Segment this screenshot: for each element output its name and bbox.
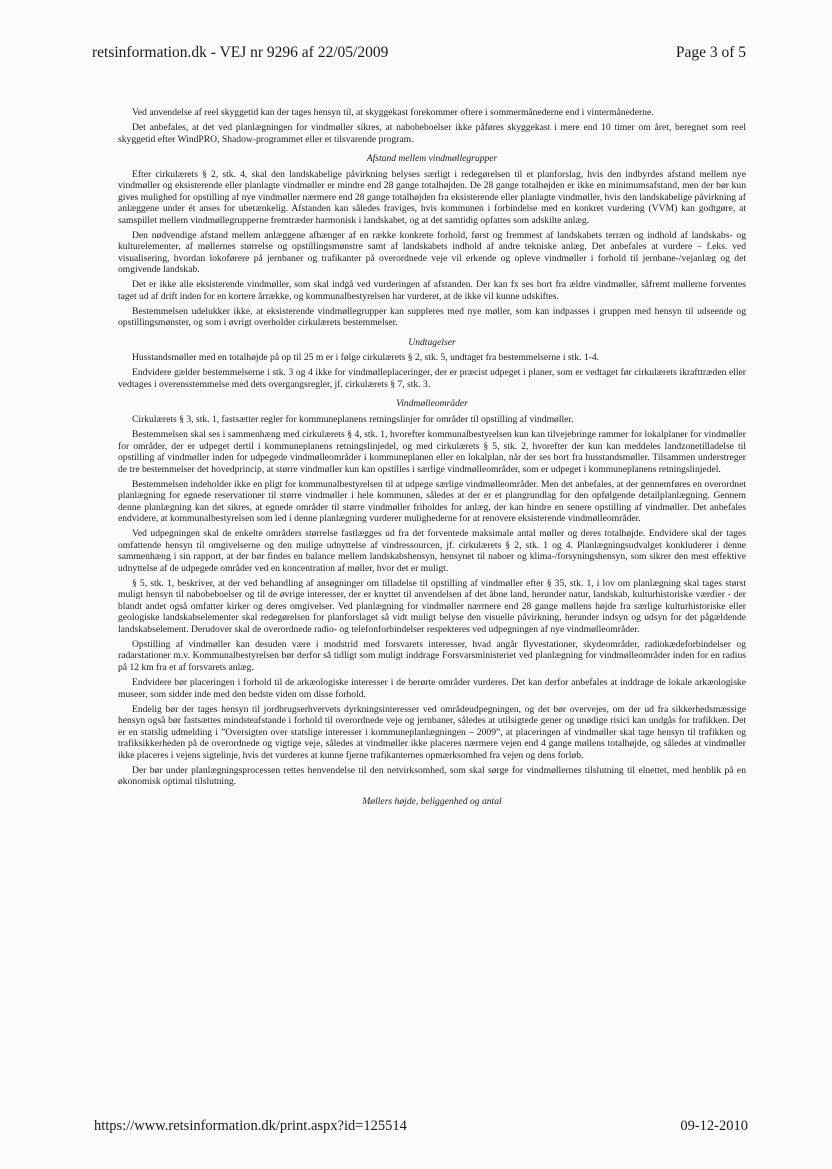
paragraph: Endvidere bør placeringen i forhold til de arkæologiske interesser i de berørte områder vurderes. Det kan derfor anbefales at inddrage de lokale arkæologiske museer, som sidder inde med den bedste viden om disse forhold. (118, 677, 746, 700)
paragraph: Bestemmelsen skal ses i sammenhæng med cirkulærets § 4, stk. 1, hvorefter kommunalbestyrelsen kun kan tilvejebringe rammer for lokalplaner for vindmøller for områder, der er udpeget dertil i kommuneplanens retningslinjedel, og med cirkulærets § 5, stk. 2, hvorefter der kun kan meddeles landzonetilladelse til opstilling af vindmøller inden for udpegede vindmølleområder i kommuneplanen eller en lokalplan, når der ses bort fra husstandsmøller. Tilsammen understreger de tre bestemmelser det hovedprincip, at større vindmøller kun kan opstilles i særlige vindmølleområder, som er udpeget i kommuneplanens retningslinjedel. (118, 429, 746, 475)
section-heading: Afstand mellem vindmøllegrupper (366, 153, 498, 165)
paragraph: Det er ikke alle eksisterende vindmøller, som skal indgå ved vurderingen af afstanden. Der kan fx ses bort fra ældre vindmøller, såfremt møllerne forventes taget ud af drift inden for en kortere årrække, og kommunalbestyrelsen har vurderet, at de ikke vil kunne udskiftes. (118, 279, 746, 302)
print-date: 09-12-2010 (680, 1118, 748, 1134)
section-heading: Vindmølleområder (396, 398, 468, 410)
paragraph: Husstandsmøller med en totalhøjde på op til 25 m er i følge cirkulærets § 2, stk. 5, undtaget fra bestemmelserne i stk. 1-4. (132, 352, 600, 364)
paragraph: Der bør under planlægningsprocessen rettes henvendelse til den netvirksomhed, som skal sørge for vindmøllernes tilslutning til elnettet, med henblik på en økonomisk optimal tilslutning. (118, 764, 746, 788)
document-url: https://www.retsinformation.dk/print.aspx?id=125514 (94, 1118, 407, 1134)
paragraph: Ved anvendelse af reel skyggetid kan der tages hensyn til, at skyggekast forekommer oftere i sommermånederne end i vintermånederne. (132, 107, 654, 118)
paragraph: Opstilling af vindmøller kan desuden være i modstrid med forsvarets interesser, hvad angår flyvestationer, skydeområder, radiokædeforbindelser og radarstationer m.v. Kommunalbestyrelsen bør derfor så tidligt som muligt inddrage Forsvarsministeriet ved planlægning for vindmølleområder inden for en radius på 12 km fra et af forsvarets anlæg. (118, 638, 746, 673)
section-heading: Møllers højde, beliggenhed og antal (362, 795, 502, 807)
paragraph: Ved udpegningen skal de enkelte områders størrelse fastlægges ud fra det forventede maksimale antal møller og deres totalhøjde. Endvidere skal der tages omfattende hensyn til omgivelserne og den mulige udnyttelse af vindressourcen, jf. cirkulærets § 2, stk. 1 og 4. Planlægningsudvalget konkluderer i denne sammenhæng i sin rapport, at der bør findes en balance mellem landskabshensyn, hensynet til naboer og klima-/forsyningshensyn, som sikrer den mest effektive udnyttelse af de udpegede områder ved en koncentration af møller, hvor det er muligt. (118, 528, 746, 574)
page-footer (0, 1118, 832, 1140)
document-source: retsinformation.dk - VEJ nr 9296 af 22/05/2009 (92, 44, 389, 61)
paragraph: Endvidere gælder bestemmelserne i stk. 3 og 4 ikke for vindmølleplaceringer, der er præcist udpeget i planer, som er vedtaget før cirkulærets ikrafttræden eller vedtages i overensstemmelse med dets overgangsregler, jf. cirkulærets § 7, stk. 3. (118, 367, 746, 390)
page-number: Page 3 of 5 (675, 44, 746, 61)
paragraph: Endelig bør der tages hensyn til jordbrugserhvervets dyrkningsinteresser ved områdeudpegningen, og det bør overvejes, om der ud fra sikkerhedsmæssige hensyn også bør fastsættes mindsteafstande i forhold til overordnede veje og jernbaner, således at utilsigtede gener og unødige risici kan undgås for trafikken. Det er en statslig udmelding i ”Oversigten over statslige interesser i kommuneplanlægningen – 2009”, at placeringen af vindmøller skal tage hensyn til trafikken og trafiksikkerheden på de overordnede og vigtige veje, således at vindmøller ikke placeres nærmere vejen end 4 gange møllens totalhøjde, og således at vindmøller ikke placeres i vejens sigtelinje, hvis det vurderes at kunne fjerne trafikanternes opmærksomhed fra vejen og dens forløb. (118, 703, 746, 761)
paragraph: Cirkulærets § 3, stk. 1, fastsætter regler for kommuneplanens retningslinjer for områder til opstilling af vindmøller. (132, 413, 574, 425)
document-body (118, 107, 746, 811)
section-heading: Undtagelser (408, 336, 456, 348)
paragraph: Den nødvendige afstand mellem anlæggene afhænger af en række konkrete forhold, først og fremmest af landskabets terræn og indhold af landskabs- og kulturelementer, af møllernes størrelse og opstillingsmønstre samt af landskabets indhold af andre tekniske anlæg. Det anbefales at vurdere – f.eks. ved visualisering, hvordan lokoførere på jernbaner og trafikanter på overordnede veje vil erkende og opleve vindmøller i forhold til jernbane-/vejanlæg og det omgivende landskab. (118, 229, 746, 276)
paragraph: Det anbefales, at det ved planlægningen for vindmøller sikres, at nabobeboelser ikke påføres skyggekast i mere end 10 timer om året, beregnet som reel skyggetid efter WindPRO, Shadow-programmet eller et tilsvarende program. (118, 122, 746, 145)
paragraph: Efter cirkulærets § 2, stk. 4, skal den landskabelige påvirkning belyses særligt i redegørelsen til et planforslag, hvis den indbyrdes afstand mellem nye vindmøller og eksisterende eller planlagte vindmøller er mindre end 28 gange totalhøjden. De 28 gange totalhøjden er ikke en minimumsafstand, men der bør kun gives mulighed for opstilling af nye vindmøller nærmere end 28 gange totalhøjden fra eksisterende eller planlagte vindmøller, hvis den landskabelige påvirkning af anlæggene under ét anses for ubetænkelig. Afstanden kan således fraviges, hvis kommunen i forbindelse med en konkret vurdering (VVM) kan godtgøre, at samspillet mellem vindmøllegrupperne fremtræder harmonisk i landskabet, og at det samtidig opfattes som adskilte anlæg. (118, 168, 746, 226)
page-header (0, 44, 832, 66)
paragraph: Bestemmelsen udelukker ikke, at eksisterende vindmøllegrupper kan suppleres med nye møller, som kan indpasses i gruppen med hensyn til udseende og opstillingsmønster, og som i øvrigt overholder cirkulærets bestemmelser. (118, 305, 746, 329)
paragraph: § 5, stk. 1, beskriver, at der ved behandling af ansøgninger om tilladelse til opstilling af vindmøller efter § 35, stk. 1, i lov om planlægning skal tages størst muligt hensyn til nabobeboelser og til de øvrige interesser, der er knyttet til anvendelsen af det åbne land, herunder natur, landskab, kulturhistoriske værdier - der blandt andet også omfatter kirker og deres omgivelser. Ved planlægning for vindmøller nærmere end 28 gange møllens højde fra særlige kulturhistoriske eller geologiske landskabselementer skal redegørelsen for planforslaget så vidt muligt belyse den visuelle påvirkning, herunder indsyn og udsyn for det pågældende landskabselement. Derudover skal de overordnede radio- og telefonforbindelser respekteres ved udpegningen af nye vindmølleområder. (118, 577, 746, 635)
paragraph: Bestemmelsen indeholder ikke en pligt for kommunalbestyrelsen til at udpege særlige vindmølleområder. Men det anbefales, at der gennemføres en overordnet planlægning for egnede reservationer til større vindmøller i hele kommunen, således at der er et plangrundlag for den opfølgende detailplanlægning. Gennem denne planlægning kan det sikres, at egnede områder til større vindmøller friholdes for anlæg, der kan hindre en senere opstilling af vindmøller. Det anbefales endvidere, at kommunalbestyrelsen som led i denne planlægning vurderer mulighederne for at renovere eksisterende vindmølleområder. (118, 478, 746, 525)
